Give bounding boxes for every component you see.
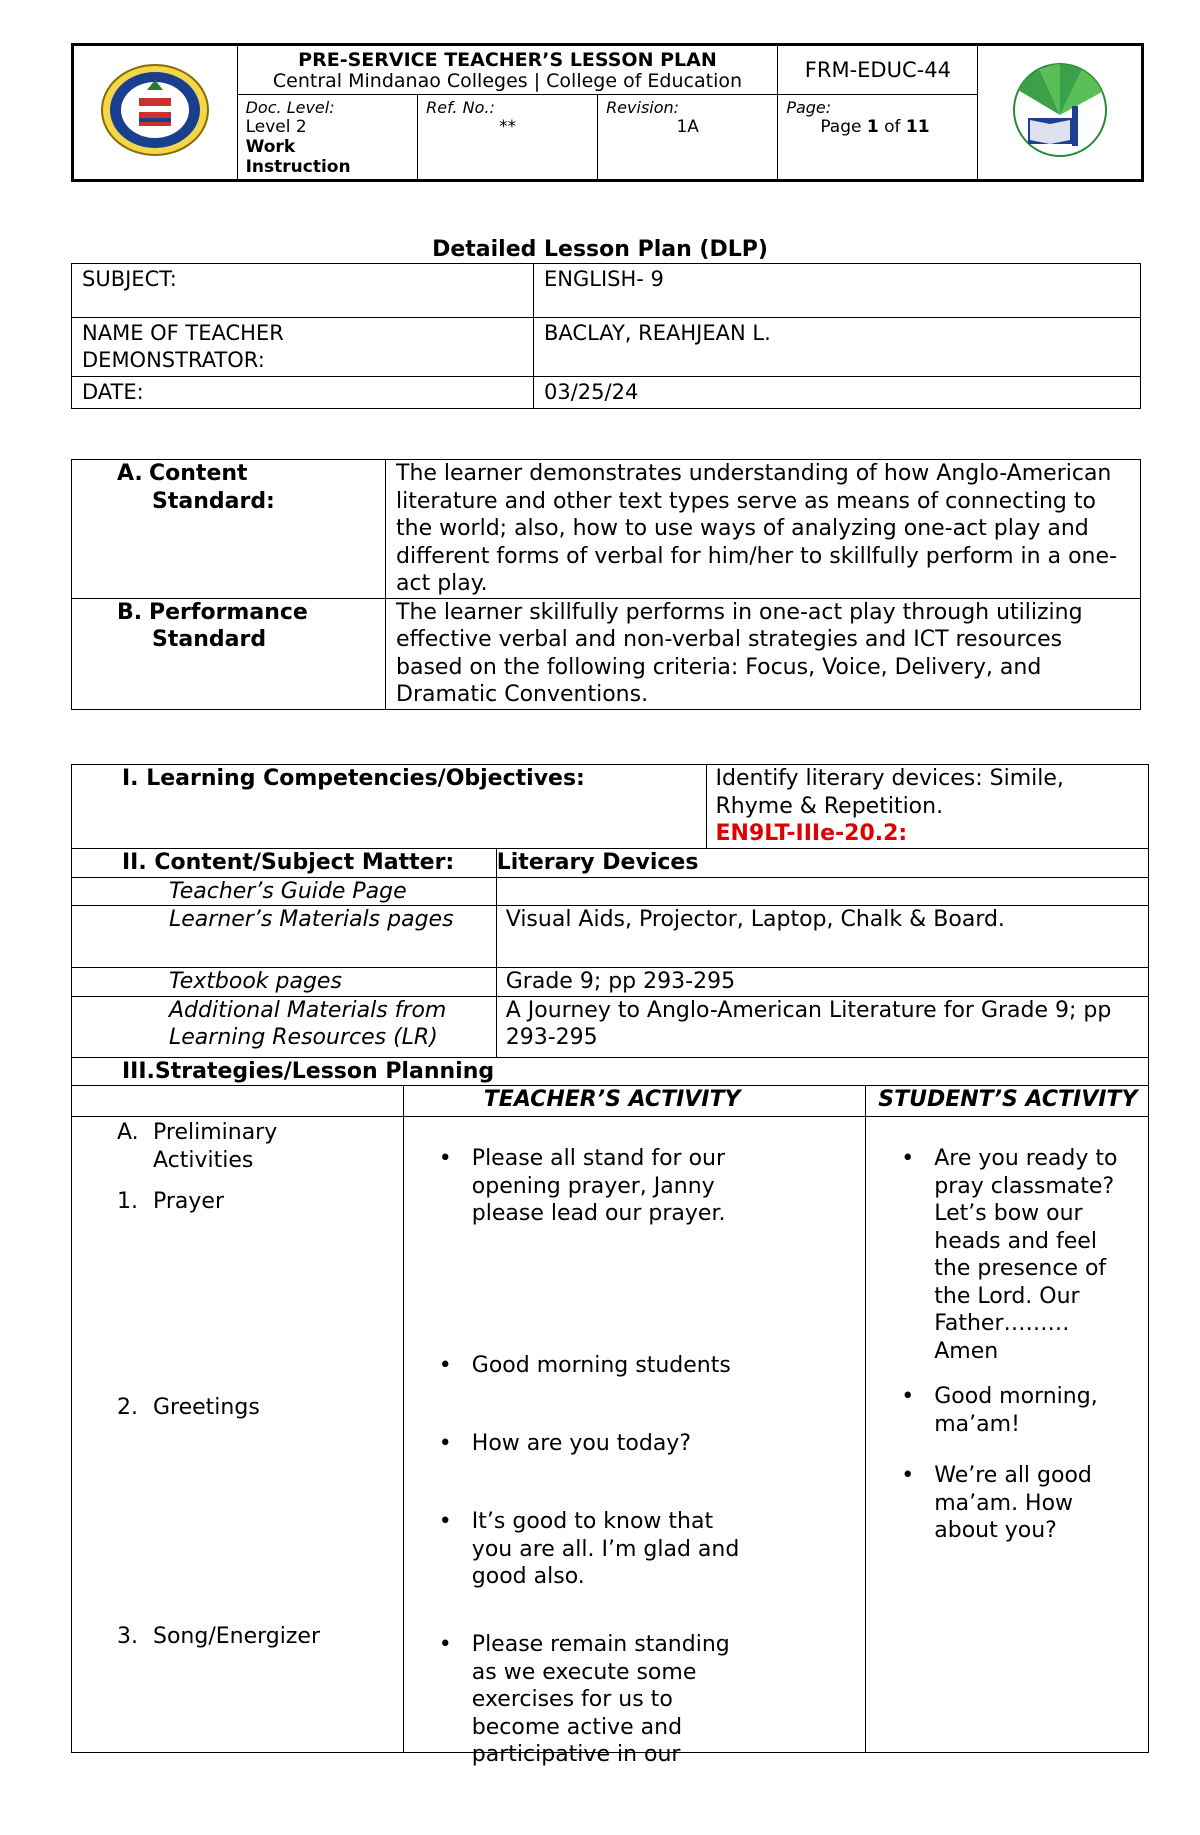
preliminary-activities-cell [72, 1117, 404, 1753]
teacher-item-greeting: • Good morning students [422, 1352, 758, 1380]
textbook-label: Textbook pages [72, 968, 497, 997]
teachers-guide-value [496, 877, 1148, 906]
step-3-number: 3. [117, 1624, 138, 1649]
college-logo [1010, 60, 1110, 160]
dlp-title: Detailed Lesson Plan (DLP) [432, 237, 768, 262]
competencies-label: I. Learning Competencies/Objectives: [72, 765, 707, 849]
date-value: 03/25/24 [534, 377, 1141, 409]
step-3-label: Song/Energizer [153, 1624, 320, 1649]
preliminary-letter: A. [117, 1120, 139, 1145]
step-1-label: Prayer [153, 1189, 225, 1214]
teachers-guide-label: Teacher’s Guide Page [72, 877, 497, 906]
subject-value: ENGLISH- 9 [534, 264, 1141, 318]
textbook-value: Grade 9; pp 293-295 [496, 968, 1148, 997]
student-activity-cell [866, 1117, 1149, 1753]
additional-materials-value: A Journey to Anglo-American Literature for Grade 9; pp 293-295 [496, 996, 1148, 1057]
teacher-item-how-are-you: • How are you today? [422, 1430, 758, 1458]
page-cell [778, 95, 978, 181]
ref-no-label: Ref. No.: [426, 98, 495, 117]
dlp-info-table [71, 263, 1141, 409]
step-2-number: 2. [117, 1395, 138, 1420]
content-standard-text: The learner demonstrates understanding of how Anglo-American literature and other text types serve as means of connecting to the world; also, how to use ways of analyzing one-act play and different forms of verbal for him/her to skillfully perform in a one-act play. [386, 460, 1141, 599]
student-activity-header: STUDENT’S ACTIVITY [866, 1086, 1149, 1117]
date-label: DATE: [72, 377, 534, 409]
college-logo-cell [978, 45, 1143, 181]
form-title-cell [237, 45, 778, 95]
step-2-label: Greetings [153, 1395, 260, 1420]
form-title: PRE-SERVICE TEACHER’S LESSON PLAN [298, 49, 717, 71]
step-1-number: 1. [117, 1189, 138, 1214]
content-subject-label: II. Content/Subject Matter: [72, 849, 497, 878]
competency-code: EN9LT-IIIe-20.2: [715, 821, 908, 846]
competencies-cell [706, 765, 1148, 849]
doc-level-cell [237, 95, 418, 181]
school-seal-cell [73, 45, 238, 181]
document-header [71, 43, 1144, 182]
teacher-activity-cell [403, 1117, 865, 1767]
doc-level-label: Doc. Level: [245, 98, 335, 117]
competencies-text: Identify literary devices: Simile, Rhyme & Repetition. [715, 766, 1064, 819]
ref-no-cell [418, 95, 598, 181]
doc-level-value-3: Instruction [245, 157, 351, 177]
content-subject-value: Literary Devices [496, 849, 1148, 878]
teacher-item-prayer: • Please all stand for our opening prayer, Janny please lead our prayer. [422, 1145, 758, 1228]
teacher-item-glad: • It’s good to know that you are all. I’m glad and good also. [422, 1508, 758, 1591]
preliminary-label: Preliminary Activities [153, 1120, 278, 1173]
student-item-reply: • We’re all good ma’am. How about you? [884, 1462, 1134, 1545]
doc-level-value-2: Work [245, 137, 296, 157]
revision-value: 1A [676, 117, 699, 137]
additional-materials-label: Additional Materials from Learning Resources (LR) [72, 996, 497, 1057]
learners-materials-label: Learner’s Materials pages [72, 906, 497, 968]
doc-level-value: Level 2 [245, 117, 307, 137]
teacher-activity-header: TEACHER’S ACTIVITY [403, 1086, 865, 1117]
page-indicator: Page 1 of 11 [820, 117, 930, 137]
teacher-value: BACLAY, REAHJEAN L. [534, 318, 1141, 377]
standards-table [71, 459, 1141, 710]
subject-label: SUBJECT: [72, 264, 534, 318]
content-standard-label: A. Content Standard: [72, 460, 386, 599]
lesson-table [71, 764, 1149, 1767]
activity-header-blank [72, 1086, 404, 1117]
page-label: Page: [786, 98, 832, 117]
school-seal-logo [99, 62, 211, 158]
ref-no-value: ** [499, 117, 517, 137]
strategies-label: III.Strategies/Lesson Planning [72, 1057, 1149, 1086]
form-code: FRM-EDUC-44 [778, 45, 978, 95]
teacher-label: NAME OF TEACHER DEMONSTRATOR: [72, 318, 534, 377]
teacher-item-energizer: • Please remain standing as we execute some exercises for us to become active and participative in our [422, 1631, 758, 1769]
student-item-prayer: • Are you ready to pray classmate? Let’s bow our heads and feel the presence of the Lord. Our Father……… Amen [884, 1145, 1134, 1365]
revision-cell [598, 95, 778, 181]
form-subtitle: Central Mindanao Colleges | College of Education [272, 70, 743, 92]
revision-label: Revision: [606, 98, 680, 117]
learners-materials-value: Visual Aids, Projector, Laptop, Chalk & Board. [496, 906, 1148, 968]
performance-standard-text: The learner skillfully performs in one-act play through utilizing effective verbal and non-verbal strategies and ICT resources based on the following criteria: Focus, Voice, Delivery, and Dramatic Conventions. [386, 598, 1141, 709]
student-item-greeting: • Good morning, ma’am! [884, 1383, 1134, 1438]
performance-standard-label: B. Performance Standard [72, 598, 386, 709]
